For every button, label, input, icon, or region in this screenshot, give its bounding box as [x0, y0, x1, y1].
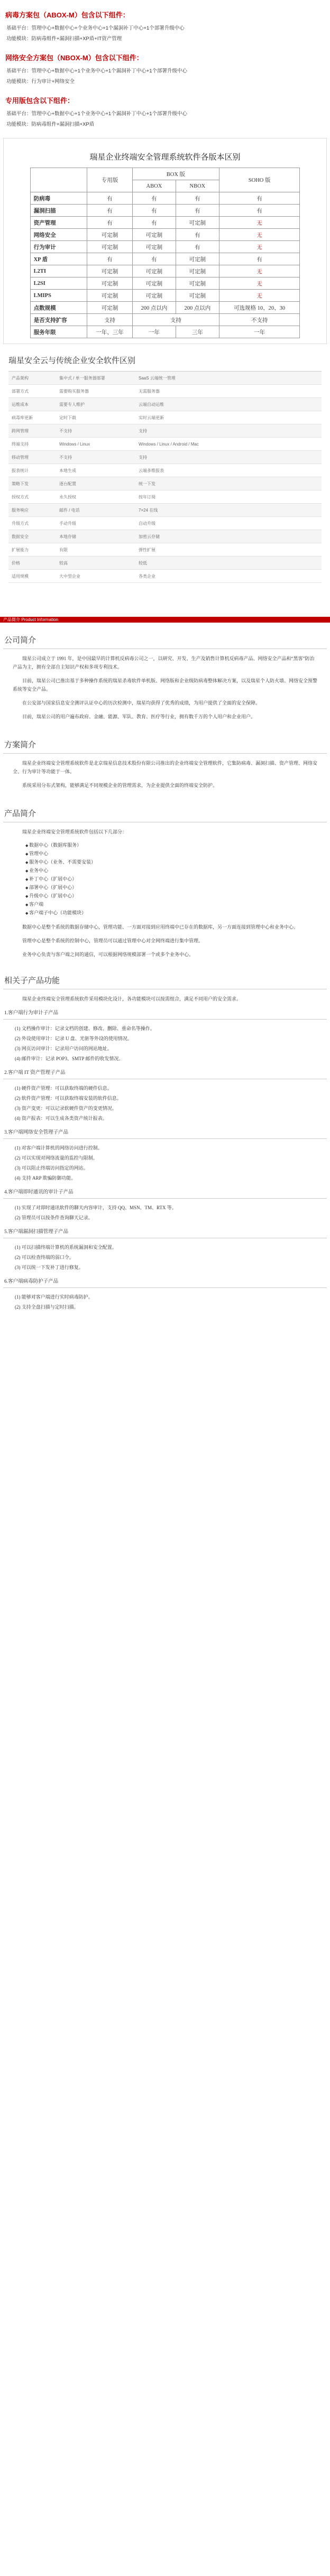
solution-body	[0, 759, 330, 790]
bullet-icon: ◆	[25, 877, 30, 882]
table-cell-pro: 可定制	[87, 265, 133, 277]
compare-cell: 各类企业	[139, 573, 155, 579]
compare-row	[8, 570, 322, 583]
table-cell-soho: 无	[219, 229, 300, 241]
compare-row	[8, 464, 322, 477]
compare-cell: 较高	[59, 560, 68, 566]
table-cell-pro: 一年、三年	[87, 326, 133, 338]
product-bullet-item	[25, 858, 317, 867]
compare-cell: 适用规模	[12, 573, 29, 579]
table-cell-nbox: 有	[176, 192, 219, 205]
compare-cell: 本地生成	[59, 468, 76, 473]
table-cell-soho: 有	[219, 253, 300, 265]
table-cell-name: 漏洞扫描	[30, 205, 87, 217]
compare-cell: 集中式 / 单一服务器部署	[59, 375, 105, 381]
cloud-compare-panel	[3, 355, 327, 608]
table-cell-abox: 可定制	[132, 277, 176, 290]
bullet-icon: ◆	[25, 894, 30, 898]
table-row	[30, 290, 300, 302]
table-cell-abox: 可定制	[132, 265, 176, 277]
abox-title: 病毒方案包（ABOX-M）包含以下组件：	[5, 11, 130, 19]
nbox-title: 网络安全方案包（NBOX-M）包含以下组件：	[5, 54, 143, 62]
compare-cell: 需要购买服务器	[59, 388, 89, 394]
table-cell-pro: 可定制	[87, 302, 133, 314]
table-cell-abox: 支持	[132, 314, 219, 326]
pro-basic: 基础平台：管理中心+数据中心+1个业务中心+1个漏洞补丁中心+1个部署升级中心	[6, 111, 188, 117]
compare-cell: 本地存储	[59, 534, 76, 539]
header-box: BOX 版	[132, 168, 219, 180]
table-row	[30, 229, 300, 241]
solution-heading: 方案简介	[4, 740, 36, 749]
table-cell-abox: 有	[132, 205, 176, 217]
product-bullet-item	[25, 841, 317, 850]
feature-item: (4) 资产报表：可以生成各类资产统计报表。	[15, 1116, 107, 1121]
bullet-icon: ◆	[25, 911, 30, 915]
feature-item: (3) 网页访问审计：记录用户访问的网站地址。	[15, 1046, 112, 1051]
product-info-band	[0, 617, 330, 623]
table-cell-name: LMIPS	[30, 290, 87, 302]
compare-row	[8, 451, 322, 464]
bullet-text: 升级中心（扩展中心）	[29, 893, 77, 898]
feature-group-title: 4.客户端即时通讯的审计子产品	[4, 1190, 74, 1195]
table-cell-name: 是否支持扩容	[30, 314, 87, 326]
compare-cell: 需要专人维护	[59, 402, 85, 407]
compare-cell: 病毒库更新	[12, 415, 33, 420]
divider	[3, 648, 327, 649]
table-cell-soho: 无	[219, 241, 300, 253]
table-cell-soho: 一年	[219, 326, 300, 338]
table-row	[30, 326, 300, 338]
product-bullet-item	[25, 892, 317, 901]
table-cell-abox: 可定制	[132, 229, 176, 241]
table-cell-pro: 可定制	[87, 290, 133, 302]
feature-groups	[0, 1008, 330, 1311]
table-row	[30, 217, 300, 229]
table-cell-nbox: 可定制	[176, 217, 219, 229]
company-paragraph: 目前，瑞星公司的用户遍布政府、金融、能源、军队、教育、医疗等行业，拥有数千万的个人用户和企业用户。	[22, 714, 256, 719]
nbox-func: 功能模块：行为审计+网络安全	[6, 79, 75, 85]
cloud-compare-rows	[8, 371, 322, 583]
feature-item: (3) 资产变更：可以记录软硬件资产的变更情况。	[15, 1106, 117, 1111]
company-paragraph: 在公安部与国家信息安全测评认证中心的历次检测中，瑞星均获得了优秀的成绩，为用户提供了全面的安全保障。	[22, 700, 261, 706]
product-paragraph: 业务中心负责与客户端之间的通信，可以根据网络规模部署一个或多个业务中心。	[22, 952, 194, 957]
compare-row	[8, 424, 322, 438]
header-abox: ABOX	[132, 180, 176, 192]
compare-cell: Windows / Linux / Android / Mac	[139, 441, 199, 447]
solution-paragraph: 系统采用分布式架构，能够满足不同规模企业的管理需求，为企业提供全面的终端安全防护。	[22, 783, 218, 788]
compare-row	[8, 398, 322, 411]
table-cell-nbox: 可定制	[176, 290, 219, 302]
table-cell-soho: 无	[219, 265, 300, 277]
compare-cell: 逐台配置	[59, 481, 76, 486]
table-cell-pro: 可定制	[87, 229, 133, 241]
compare-cell: 实时云端更新	[139, 415, 164, 420]
product-info-band-label: 产品简介 Product Information	[3, 617, 59, 622]
table-cell-name: XP 盾	[30, 253, 87, 265]
compare-cell: 数据安全	[12, 534, 29, 539]
bullet-icon: ◆	[25, 886, 30, 890]
compare-cell: 手动升级	[59, 521, 76, 526]
compare-cell: Windows / Linux	[59, 441, 90, 447]
table-row	[30, 265, 300, 277]
version-table-body	[30, 192, 300, 338]
table-cell-nbox: 三年	[176, 326, 219, 338]
compare-cell: 跨网管理	[12, 428, 29, 433]
components-section	[0, 0, 330, 127]
table-cell-nbox: 有	[176, 241, 219, 253]
table-cell-soho: 有	[219, 205, 300, 217]
bullet-text: 补丁中心（扩展中心）	[29, 876, 77, 882]
compare-cell: 报表统计	[12, 468, 29, 473]
company-heading: 公司简介	[4, 636, 36, 645]
compare-row	[8, 530, 322, 543]
table-cell-soho: 可选规格 10、20、30	[219, 302, 300, 314]
features-intro: 瑞星企业终端安全管理系统软件采用模块化设计，各功能模块可以按需组合，满足不同用户的安全需求。	[22, 996, 242, 1002]
feature-group-title: 5.客户端漏洞扫描管理子产品	[4, 1229, 69, 1235]
bullet-icon: ◆	[25, 903, 30, 907]
bullet-icon: ◆	[25, 852, 30, 856]
compare-cell: 云端自动运维	[139, 402, 164, 407]
compare-cell: 价格	[12, 560, 20, 566]
table-cell-abox: 有	[132, 253, 176, 265]
divider	[3, 1198, 327, 1199]
feature-item: (2) 可以实现对网络流量的监控与限制。	[15, 1155, 98, 1161]
table-header-row	[30, 168, 300, 180]
feature-item: (1) 实现了对即时通讯软件的聊天内容审计，支持 QQ、MSN、TM、RTX 等。	[15, 1205, 177, 1210]
bullet-text: 服务中心（业务、不需要安装）	[29, 859, 96, 865]
table-cell-soho: 不支持	[219, 314, 300, 326]
header-nbox: NBOX	[176, 180, 219, 192]
product-bullet-list	[0, 841, 330, 918]
nbox-basic: 基础平台：管理中心+数据中心+1个业务中心+1个漏洞补丁中心+1个部署升级中心	[6, 68, 188, 74]
compare-cell: 不支持	[59, 428, 72, 433]
compare-row	[8, 490, 322, 504]
abox-func: 功能模块：防病毒组件+漏洞扫描+XP盾+IT资产管理	[6, 36, 122, 42]
feature-item: (4) 邮件审计：记录 POP3、SMTP 邮件的收发情况。	[15, 1056, 124, 1061]
cloud-compare-title: 瑞星安全云与传统企业安全软件区别	[8, 356, 136, 365]
compare-cell: 支持	[139, 455, 147, 460]
divider	[3, 1019, 327, 1020]
compare-cell: 产品架构	[12, 375, 29, 381]
bullet-text: 数据中心（数据库服务）	[29, 842, 82, 848]
version-table-title: 瑞星企业终端安全管理系统软件各版本区别	[89, 153, 241, 162]
compare-cell: 支持	[139, 428, 147, 433]
feature-group-title: 6.客户端病毒防护子产品	[4, 1279, 59, 1284]
compare-cell: SaaS 云端统一管理	[139, 375, 176, 381]
header-pro: 专用版	[87, 168, 133, 192]
table-cell-pro: 支持	[87, 314, 133, 326]
table-cell-pro: 可定制	[87, 277, 133, 290]
compare-row	[8, 557, 322, 570]
bullet-text: 客户端子中心（功能模块）	[29, 910, 87, 915]
table-cell-abox: 可定制	[132, 290, 176, 302]
divider	[3, 753, 327, 754]
compare-cell: 无需服务器	[139, 388, 160, 394]
compare-cell: 升级方式	[12, 521, 29, 526]
header-soho: SOHO 版	[219, 168, 300, 192]
feature-item: (2) 外设使用审计：记录 U 盘、光驱等外设的使用情况。	[15, 1036, 132, 1041]
table-cell-nbox: 可定制	[176, 277, 219, 290]
bullet-icon: ◆	[25, 869, 30, 873]
feature-group-title: 1.客户端行为审计子产品	[4, 1011, 59, 1016]
feature-item: (1) 文档操作审计：记录文档的创建、修改、删除、重命名等操作。	[15, 1026, 155, 1031]
compare-row	[8, 504, 322, 517]
feature-item: (2) 可以检查终端的弱口令。	[15, 1255, 74, 1260]
table-cell-pro: 有	[87, 253, 133, 265]
table-cell-abox: 可定制	[132, 241, 176, 253]
compare-cell: 有限	[59, 547, 68, 552]
bullet-icon: ◆	[25, 844, 30, 848]
feature-item: (1) 可以扫描终端计算机的系统漏洞和安全配置。	[15, 1245, 117, 1250]
abox-basic: 基础平台：管理中心+数据中心+个业务中心+1个漏洞补丁中心+1个部署升级中心	[6, 25, 185, 31]
bullet-text: 部署中心（扩展中心）	[29, 885, 77, 890]
table-cell-soho: 有	[219, 192, 300, 205]
compare-cell: 服务响应	[12, 507, 29, 513]
company-paragraph: 瑞星公司成立于 1991 年，是中国最早的计算机反病毒公司之一，以研究、开发、生产及销售计算机反病毒产品、网络安全产品和“黑客”防治产品为主，拥有全部自主知识产权和多项专利技术。	[13, 656, 315, 670]
table-cell-name: 资产管理	[30, 217, 87, 229]
product-bullet-item	[25, 875, 317, 884]
table-row	[30, 314, 300, 326]
table-cell-pro: 有	[87, 192, 133, 205]
feature-item: (1) 对客户端计算机的网络访问进行控制。	[15, 1145, 103, 1151]
table-row	[30, 277, 300, 290]
bullet-text: 客户端	[29, 902, 44, 907]
feature-item: (1) 能够对客户端进行实时病毒防护。	[15, 1294, 93, 1300]
compare-row	[8, 372, 322, 385]
table-row	[30, 241, 300, 253]
features-heading: 相关子产品功能	[4, 976, 60, 985]
table-row	[30, 192, 300, 205]
table-cell-name: L2TI	[30, 265, 87, 277]
table-cell-pro: 有	[87, 217, 133, 229]
feature-item: (2) 管理员可以按条件查询聊天记录。	[15, 1215, 93, 1220]
compare-cell: 定时下载	[59, 415, 76, 420]
compare-row	[8, 411, 322, 424]
table-cell-name: 服务年限	[30, 326, 87, 338]
company-paragraph: 目前，瑞星公司已推出基于多种操作系统的瑞星杀毒软件单机版、网络版和企业级防病毒整体解决方案，以及瑞星个人防火墙、网络安全预警系统等安全产品。	[13, 678, 318, 692]
product-bullet-item	[25, 867, 317, 875]
table-cell-soho: 无	[219, 217, 300, 229]
product-bullet-item	[25, 909, 317, 918]
feature-item: (2) 软件资产管理：可以获取终端安装的软件信息。	[15, 1096, 122, 1101]
company-body	[0, 654, 330, 721]
bullet-text: 管理中心	[29, 851, 49, 856]
table-cell-name: 网络安全	[30, 229, 87, 241]
compare-cell: 加密云存储	[139, 534, 160, 539]
pro-title: 专用版包含以下组件：	[5, 97, 75, 105]
table-cell-nbox: 可定制	[176, 265, 219, 277]
compare-cell: 按年订阅	[139, 494, 155, 499]
table-cell-abox: 一年	[132, 326, 176, 338]
table-cell-name: 行为审计	[30, 241, 87, 253]
compare-row	[8, 543, 322, 557]
compare-cell: 策略下发	[12, 481, 29, 486]
feature-item: (3) 可以统一下发补丁进行修复。	[15, 1265, 84, 1270]
feature-item: (4) 支持 ARP 欺骗防御功能。	[15, 1175, 76, 1181]
feature-group-title: 3.客户端网络安全管理子产品	[4, 1130, 69, 1135]
table-row	[30, 253, 300, 265]
compare-cell: 自动升级	[139, 521, 155, 526]
compare-cell: 7×24 在线	[139, 507, 158, 513]
table-cell-abox: 有	[132, 192, 176, 205]
compare-row	[8, 477, 322, 490]
solution-paragraph: 瑞星企业终端安全管理系统软件是北京瑞星信息技术股份有限公司推出的企业终端安全管理软件，它集防病毒、漏洞扫描、资产管理、网络安全、行为审计等功能于一体。	[13, 761, 318, 774]
compare-cell: 不支持	[59, 455, 72, 460]
table-cell-pro: 有	[87, 205, 133, 217]
compare-cell: 云端多维报表	[139, 468, 164, 473]
product-body	[0, 923, 330, 959]
feature-group-title: 2.客户端 IT 资产管理子产品	[4, 1070, 66, 1076]
table-row	[30, 205, 300, 217]
compare-cell: 统一下发	[139, 481, 155, 486]
compare-cell: 扩展能力	[12, 547, 29, 552]
table-row	[30, 302, 300, 314]
table-cell-soho: 无	[219, 290, 300, 302]
table-cell-abox: 200 点以内	[132, 302, 176, 314]
feature-item: (2) 支持全盘扫描与定时扫描。	[15, 1304, 79, 1310]
compare-cell: 运维成本	[12, 402, 29, 407]
table-cell-nbox: 200 点以内	[176, 302, 219, 314]
version-table	[30, 168, 300, 338]
divider	[3, 1138, 327, 1139]
table-cell-pro: 可定制	[87, 241, 133, 253]
pro-func: 功能模块：防病毒组件+漏洞扫描+XP盾	[6, 122, 95, 127]
product-bullet-item	[25, 850, 317, 858]
version-table-panel	[3, 138, 327, 344]
table-cell-nbox: 有	[176, 205, 219, 217]
product-intro: 瑞星企业终端安全管理系统软件包括以下几部分：	[22, 829, 127, 835]
compare-cell: 较低	[139, 560, 147, 566]
feature-item: (1) 硬件资产管理：可以获取终端的硬件信息。	[15, 1086, 112, 1091]
product-heading: 产品简介	[4, 809, 36, 818]
product-bullet-item	[25, 901, 317, 909]
compare-cell: 授权方式	[12, 494, 29, 499]
table-cell-nbox: 可定制	[176, 253, 219, 265]
table-cell-soho: 无	[219, 277, 300, 290]
feature-item: (3) 可以阻止终端访问指定的网站。	[15, 1165, 88, 1171]
compare-cell: 移动管理	[12, 455, 29, 460]
compare-cell: 大中型企业	[59, 573, 80, 579]
table-cell-name: 防病毒	[30, 192, 87, 205]
compare-row	[8, 517, 322, 530]
bullet-text: 业务中心	[29, 868, 49, 873]
compare-cell: 邮件 / 电话	[59, 507, 80, 513]
bullet-icon: ◆	[25, 860, 30, 865]
compare-cell: 弹性扩展	[139, 547, 155, 552]
table-cell-abox: 有	[132, 217, 176, 229]
compare-cell: 永久授权	[59, 494, 76, 499]
table-cell-nbox: 有	[176, 229, 219, 241]
compare-row	[8, 438, 322, 451]
product-paragraph: 数据中心是整个系统的数据存储中心，管理功能、一方面对接到应用终端中已存在的数据库，另一方面连接到管理中心和业务中心。	[22, 924, 299, 930]
table-cell-name: L2SI	[30, 277, 87, 290]
compare-cell: 终端支持	[12, 441, 29, 447]
product-paragraph: 管理中心是整个系统的控制中心，管理员可以通过管理中心对全网终端进行集中管理。	[22, 938, 204, 943]
compare-row	[8, 385, 322, 398]
divider	[3, 1287, 327, 1288]
product-bullet-item	[25, 884, 317, 892]
table-cell-name: 点数规模	[30, 302, 87, 314]
compare-cell: 部署方式	[12, 388, 29, 394]
